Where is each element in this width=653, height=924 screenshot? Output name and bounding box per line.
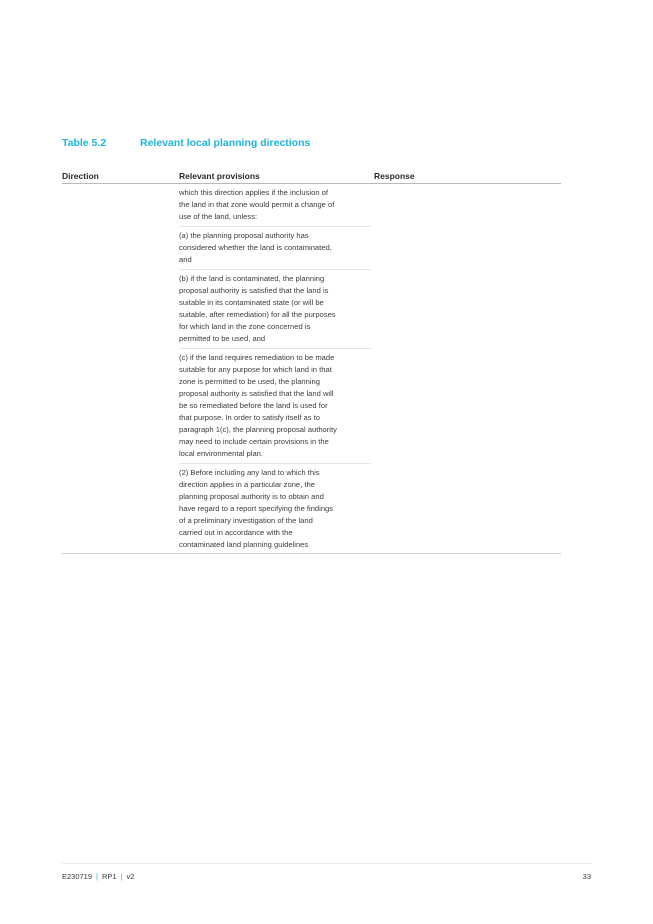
provision-line: and <box>179 255 192 264</box>
footer-reference <box>62 872 134 881</box>
provision-line: suitable, after remediation) for all the purposes <box>179 310 336 319</box>
footer-version: v2 <box>126 872 135 881</box>
footer-separator: | <box>96 872 98 881</box>
table-row <box>62 184 561 554</box>
provision-paragraph <box>179 352 371 464</box>
table-caption <box>62 137 310 149</box>
provision-line: local environmental plan. <box>179 449 264 458</box>
provision-line: permitted to be used, and <box>179 334 266 343</box>
provision-line: planning proposal authority is to obtain and <box>179 492 324 501</box>
provision-line: that purpose. In order to satisfy itself as to <box>179 413 320 422</box>
header-response: Response <box>374 171 415 181</box>
provision-line: may need to include certain provisions in the <box>179 437 329 446</box>
provision-line: (c) if the land requires remediation to be made <box>179 353 335 362</box>
provision-paragraph <box>179 273 371 349</box>
provision-line: contaminated land planning guidelines <box>179 540 309 549</box>
provision-line: the land in that zone would permit a change of <box>179 200 335 209</box>
provision-line: proposal authority is satisfied that the land will <box>179 389 334 398</box>
provision-line: zone is permitted to be used, the planning <box>179 377 320 386</box>
provision-line: be so remediated before the land is used for <box>179 401 328 410</box>
provision-line: direction applies in a particular zone, the <box>179 480 315 489</box>
table-header-row <box>62 170 561 184</box>
provision-line: (a) the planning proposal authority has <box>179 231 309 240</box>
table-caption-number: Table 5.2 <box>62 137 107 149</box>
footer-divider <box>62 863 592 864</box>
provision-line: of a preliminary investigation of the land <box>179 516 313 525</box>
provision-line: which this direction applies if the inclusion of <box>179 188 329 197</box>
provision-line: (2) Before including any land to which this <box>179 468 320 477</box>
relevant-provisions-cell <box>179 187 371 551</box>
provision-line: have regard to a report specifying the findings <box>179 504 334 513</box>
provision-line: proposal authority is satisfied that the land is <box>179 286 329 295</box>
provision-line: carried out in accordance with the <box>179 528 293 537</box>
provision-paragraph <box>179 230 371 270</box>
provision-line: suitable for any purpose for which land in that <box>179 365 332 374</box>
provision-line: considered whether the land is contaminated, <box>179 243 332 252</box>
table-caption-title: Relevant local planning directions <box>140 137 311 149</box>
footer-doc-ref: E230719 <box>62 872 93 881</box>
planning-directions-table <box>62 170 561 554</box>
provision-line: for which land in the zone concerned is <box>179 322 311 331</box>
footer-separator: | <box>120 872 123 881</box>
header-relevant-provisions: Relevant provisions <box>179 171 260 181</box>
provision-paragraph <box>179 187 371 227</box>
page-number: 33 <box>582 872 591 881</box>
provision-line: suitable in its contaminated state (or will be <box>179 298 324 307</box>
provision-line: use of the land, unless: <box>179 212 258 221</box>
header-direction: Direction <box>62 171 99 181</box>
provision-paragraph <box>179 467 371 551</box>
provision-line: paragraph 1(c), the planning proposal authority <box>179 425 337 434</box>
footer-report: RP1 <box>101 872 117 881</box>
provision-line: (b) if the land is contaminated, the planning <box>179 274 325 283</box>
